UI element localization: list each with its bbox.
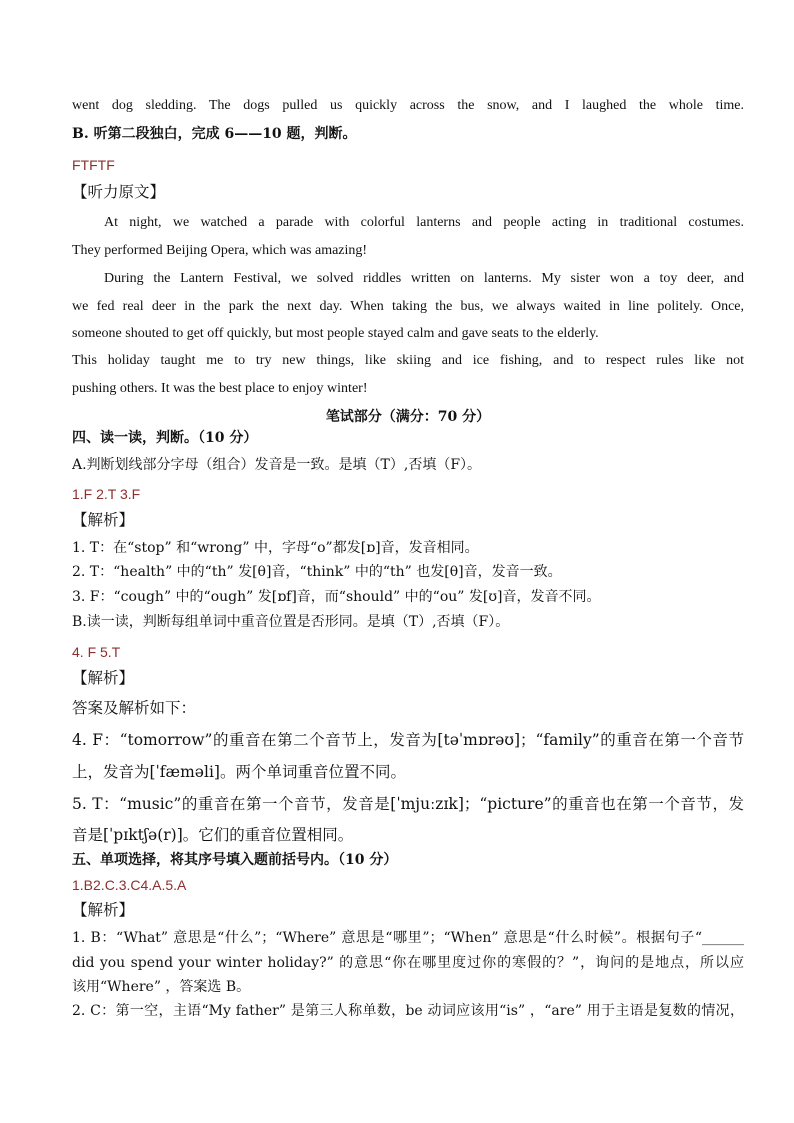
text-line: 2. T：“health” 中的“th” 发[θ]音，“think” 中的“th” 也发[θ]音，发音一致。 <box>72 564 562 580</box>
text-line: 2. C：第一空，主语“My father” 是第三人称单数，be 动词应该用“is” ，“are” 用于主语是复数的情况， <box>72 1003 744 1019</box>
subheading: 【听力原文】 <box>72 183 166 201</box>
text-line: 1. B：“What” 意思是“什么”；“Where” 意思是“哪里”；“When” 意思是“什么时候”。根据句子“______ <box>72 930 744 946</box>
text-line: 答案及解析如下： <box>72 699 197 717</box>
text-line: 1. T：在“stop” 和“wrong” 中，字母“o”都发[ɒ]音，发音相同。 <box>72 540 479 556</box>
answer-key: FTFTF <box>72 157 115 173</box>
subheading: 【解析】 <box>72 511 135 529</box>
text-line: pushing others. It was the best place to enjoy winter! <box>72 381 368 396</box>
text-line: 该用“Where” ，答案选 B。 <box>72 979 251 995</box>
text-line: 5. T：“music”的重音在第一个音节，发音是[ˈmjuːzɪk]；“picture”的重音也在第一个音节，发 <box>72 795 744 813</box>
text-line: At night, we watched a parade with colorful lanterns and people acting in traditional costumes. <box>104 215 744 230</box>
text-line: we fed real deer in the park the next day. When taking the bus, we always waited in line politely. Once, <box>72 299 744 314</box>
section-heading: 四、读一读，判断。（10 分） <box>72 430 258 446</box>
text-line: 音是[ˈpɪktʃə(r)]。它们的重音位置相同。 <box>72 826 354 844</box>
subheading: 【解析】 <box>72 669 135 687</box>
text-line: someone shouted to get off quickly, but most people stayed calm and gave seats to the elderly. <box>72 326 599 341</box>
text-line: went dog sledding. The dogs pulled us quickly across the snow, and I laughed the whole time. <box>72 98 744 113</box>
section-heading: 五、单项选择，将其序号填入题前括号内。（10 分） <box>72 852 398 868</box>
text-line: did you spend your winter holiday?” 的意思“你在哪里度过你的寒假的？”，询问的是地点，所以应 <box>72 955 744 971</box>
answer-key: 1.F 2.T 3.F <box>72 486 141 502</box>
text-line: 3. F：“cough” 中的“ough” 发[ɒf]音，而“should” 中的“ou” 发[ʊ]音，发音不同。 <box>72 589 601 605</box>
text-line: They performed Beijing Opera, which was amazing! <box>72 243 368 258</box>
instruction: B.读一读，判断每组单词中重音位置是否形同。是填（T）,否填（F）。 <box>72 614 510 630</box>
answer-key: 4. F 5.T <box>72 644 121 660</box>
answer-key: 1.B2.C.3.C4.A.5.A <box>72 877 187 893</box>
section-heading: B. 听第二段独白，完成 6——10 题，判断。 <box>72 126 357 142</box>
text-line: 上，发音为[ˈfæməli]。两个单词重音位置不同。 <box>72 763 406 781</box>
subheading: 【解析】 <box>72 901 135 919</box>
text-line: This holiday taught me to try new things, like skiing and ice fishing, and to respect rules like not <box>72 353 744 368</box>
instruction: A.判断划线部分字母（组合）发音是一致。是填（T）,否填（F）。 <box>72 457 482 473</box>
text-line: 4. F：“tomorrow”的重音在第二个音节上，发音为[təˈmɒrəʊ]；“family”的重音在第一个音节 <box>72 731 744 749</box>
section-title: 笔试部分（满分：70 分） <box>325 409 491 425</box>
text-line: During the Lantern Festival, we solved riddles written on lanterns. My sister won a toy deer, and <box>104 271 744 286</box>
